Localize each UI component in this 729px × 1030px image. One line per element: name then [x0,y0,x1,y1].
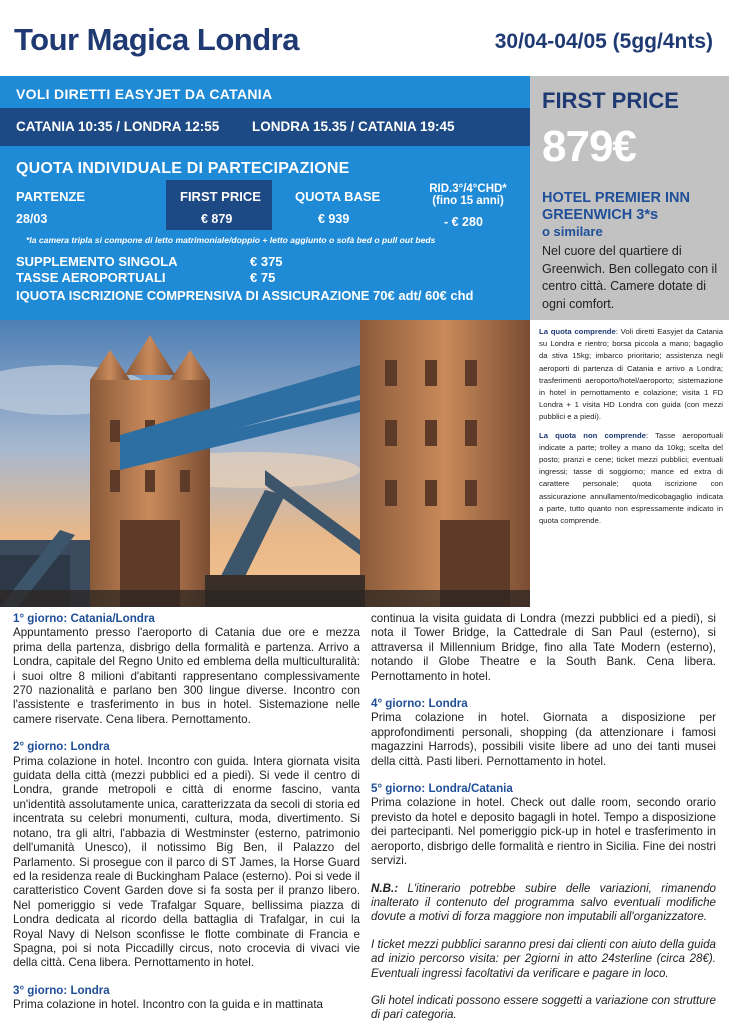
nb-text: L'itinerario potrebbe subire delle variazioni, rimanendo inalterato il contenuto del programma salvo eventuali modifiche dovute a motivi di forza maggiore non imputabili all'organizzatore. [371,881,716,924]
value-quota-base: € 939 [318,212,350,226]
excluded-label: La quota non comprende [539,430,646,440]
flights-bar [0,108,530,146]
col-header-rid [425,183,511,207]
tour-dates: 30/04-04/05 (5gg/4nts) [494,30,713,53]
offer-label: FIRST PRICE [542,88,679,113]
col-header-partenze: PARTENZE [16,189,86,204]
hotel-name [542,190,727,224]
single-supplement-value: € 375 [250,254,283,269]
offer-panel [530,76,729,320]
tower-bridge-illustration [0,320,530,607]
page-title: Tour Magica Londra [14,22,299,57]
nb-note [371,882,716,925]
value-first-price: € 879 [201,212,233,226]
tickets-note: I ticket mezzi pubblici saranno presi dai clienti con aiuto della guida ad inizio percorso visita: per 2giorni in atto 24sterline (circa 28€). Eventuali ingressi facoltativi da verificare e pagare in loco. [371,937,716,980]
col-header-first-price: FIRST PRICE [180,189,261,204]
single-supplement-label: SUPPLEMENTO SINGOLA [16,254,178,269]
pricing-panel [0,76,530,320]
day5-title: 5° giorno: Londra/Catania [371,782,513,796]
day3-title: 3° giorno: Londra [13,983,110,997]
hotels-note: Gli hotel indicati possono essere soggetti a variazione con strutture di pari categoria. [371,993,716,1022]
airport-taxes-value: € 75 [250,270,276,285]
value-rid: - € 280 [444,215,483,229]
day4-text: Prima colazione in hotel. Giornata a disposizione per approfondimenti personali, shopping (da attenzionare i famosi magazzini Harrods), possibili visite libere ad uno dei tanti musei della città. Pasti liberi. Pernottamento in hotel. [371,711,716,768]
included-paragraph [539,326,723,424]
day3-continuation: continua la visita guidata di Londra (mezzi pubblici ed a piedi), si nota il Tower Bridge, la Cattedrale di San Paul (esterno), si attraversa il Millennium Bridge, fino alla Tate Modern (esterno), notando il Globe Theatre e la South Bank. Cena libera. Pernottamento in hotel. [371,612,716,683]
rid-header-line1: RID.3°/4°CHD* [429,183,507,195]
itinerary-right-column [371,612,716,1023]
registration-fee: IQUOTA ISCRIZIONE COMPRENSIVA DI ASSICURAZIONE 70€ adt/ 60€ chd [16,288,474,303]
day5-text: Prima colazione in hotel. Check out dalle room, secondo orario previsto da hotel e deposito bagagli in hotel. Tempo a disposizione dei partecipanti. Nel pomeriggio pick-up in hotel e trasferimento in aeroporto, disbrigo delle formalità e rientro in Sicilia. Fine dei nostri servizi. [371,796,716,868]
return-flight: LONDRA 15.35 / CATANIA 19:45 [252,119,455,134]
day2-title: 2° giorno: Londra [13,740,110,754]
day1-text: Appuntamento presso l'aeroporto di Catania due ore e mezza prima della partenza, disbrigo della formalità e partenza. Arrivo a Londra, capitale del Regno Unito ed emblema della multiculturalità: i suoi oltre 8 milioni d'abitanti rappresentano complessivamente 270 nazionalità e parlano ben 300 lingue diverse. Incontro con l'assistente e trasferimento in bus in hotel. Sistemazione nelle camere riservate. Cena libera. Pernottamento. [13,626,360,726]
nb-label: N.B.: [371,881,399,895]
col-header-quota-base: QUOTA BASE [295,189,381,204]
day3-text: Prima colazione in hotel. Incontro con la guida e in mattinata [13,998,323,1012]
value-partenze: 28/03 [16,212,48,226]
triple-room-note: *la camera tripla si compone di letto matrimoniale/doppio + letto aggiunto o sofà bed o pull out beds [26,235,436,245]
hotel-name-line2: GREENWICH 3*s [542,207,659,223]
rid-header-line2: (fino 15 anni) [432,195,504,207]
page-header [0,0,729,76]
excluded-paragraph [539,430,723,528]
included-label: La quota comprende [539,327,616,336]
outbound-flight: CATANIA 10:35 / LONDRA 12:55 [16,119,220,134]
day1-title: 1° giorno: Catania/Londra [13,612,155,625]
offer-price: 879€ [542,122,636,171]
day4-title: 4° giorno: Londra [371,697,468,711]
inclusions-text [539,326,723,527]
tower-bridge-photo [0,320,530,607]
excluded-text: : Tasse aeroportuali indicate a parte; trolley a mano da 10kg; scelta del posto; pranzi e cene; ticket mezzi pubblici; eventuali ingressi; tasse di soggiorno; mance ed extra di carattere personale; quota iscrizione con assicurazione annullamento/medicobagaglio indicata a parte, tutto quanto non espressamente indicato in quota comprende. [539,430,724,526]
airport-taxes-label: TASSE AEROPORTUALI [16,270,166,285]
quota-title: QUOTA INDIVIDUALE DI PARTECIPAZIONE [16,160,350,177]
itinerary-left-column [13,612,360,1013]
hotel-name-line1: HOTEL PREMIER INN [542,190,690,206]
flights-title: VOLI DIRETTI EASYJET DA CATANIA [16,86,273,102]
included-text: : Voli diretti Easyjet da Catania su Londra e rientro; borsa piccola a mano; bagaglio da stiva 15kg; imbarco prioritario; assistenza negli aeroporti di partenza di Catania e arrivo a Londra; trasferimenti aeroporto/hotel/aeroporto; sistemazione in hotel in pernottamento e colazione; visita 1 FD Londra + 1 visita HD Londra con guida (con mezzi pubblici e a piedi). [539,327,723,422]
day2-text: Prima colazione in hotel. Incontro con guida. Intera giornata visita guidata della città (mezzi pubblici ed a piedi). Si vede il centro di Londra, grande metropoli e città di enorme fascino, vanta un'identità assolutamente unica, caratterizzata da secoli di storia ed incentrata su celebri monumenti, cultura, moda, divertimento. Si notano, tra gli altri, l'abbazia di Westminster (esterno, patrimonio dell'umanità Unesco), il notissimo Big Ben, il Palazzo del Parlamento. Si prosegue con il parco di ST James, la Horse Guard ed la residenza reale di Buckingham Palace (esterno). Poi si vede il caratteristico Covent Garden dove si fa sosta per il pranzo libero. Nel pomeriggio si vede Trafalgar Square, bellissima piazza di Londra dedicata al ricordo della battaglia di Trafalgar, in cui la Royal Navy di Nelson sconfisse le flotte combinate di Francia e Spagna, poi si nota Piccadilly circus, noto crocevia di vivaci vie della città. Cena libera. Pernottamento in hotel. [13,754,361,970]
hotel-similar: o similare [542,224,603,239]
hotel-description: Nel cuore del quartiere di Greenwich. Ben collegato con il centro città. Camere dotate di ogni comfort. [542,244,718,311]
